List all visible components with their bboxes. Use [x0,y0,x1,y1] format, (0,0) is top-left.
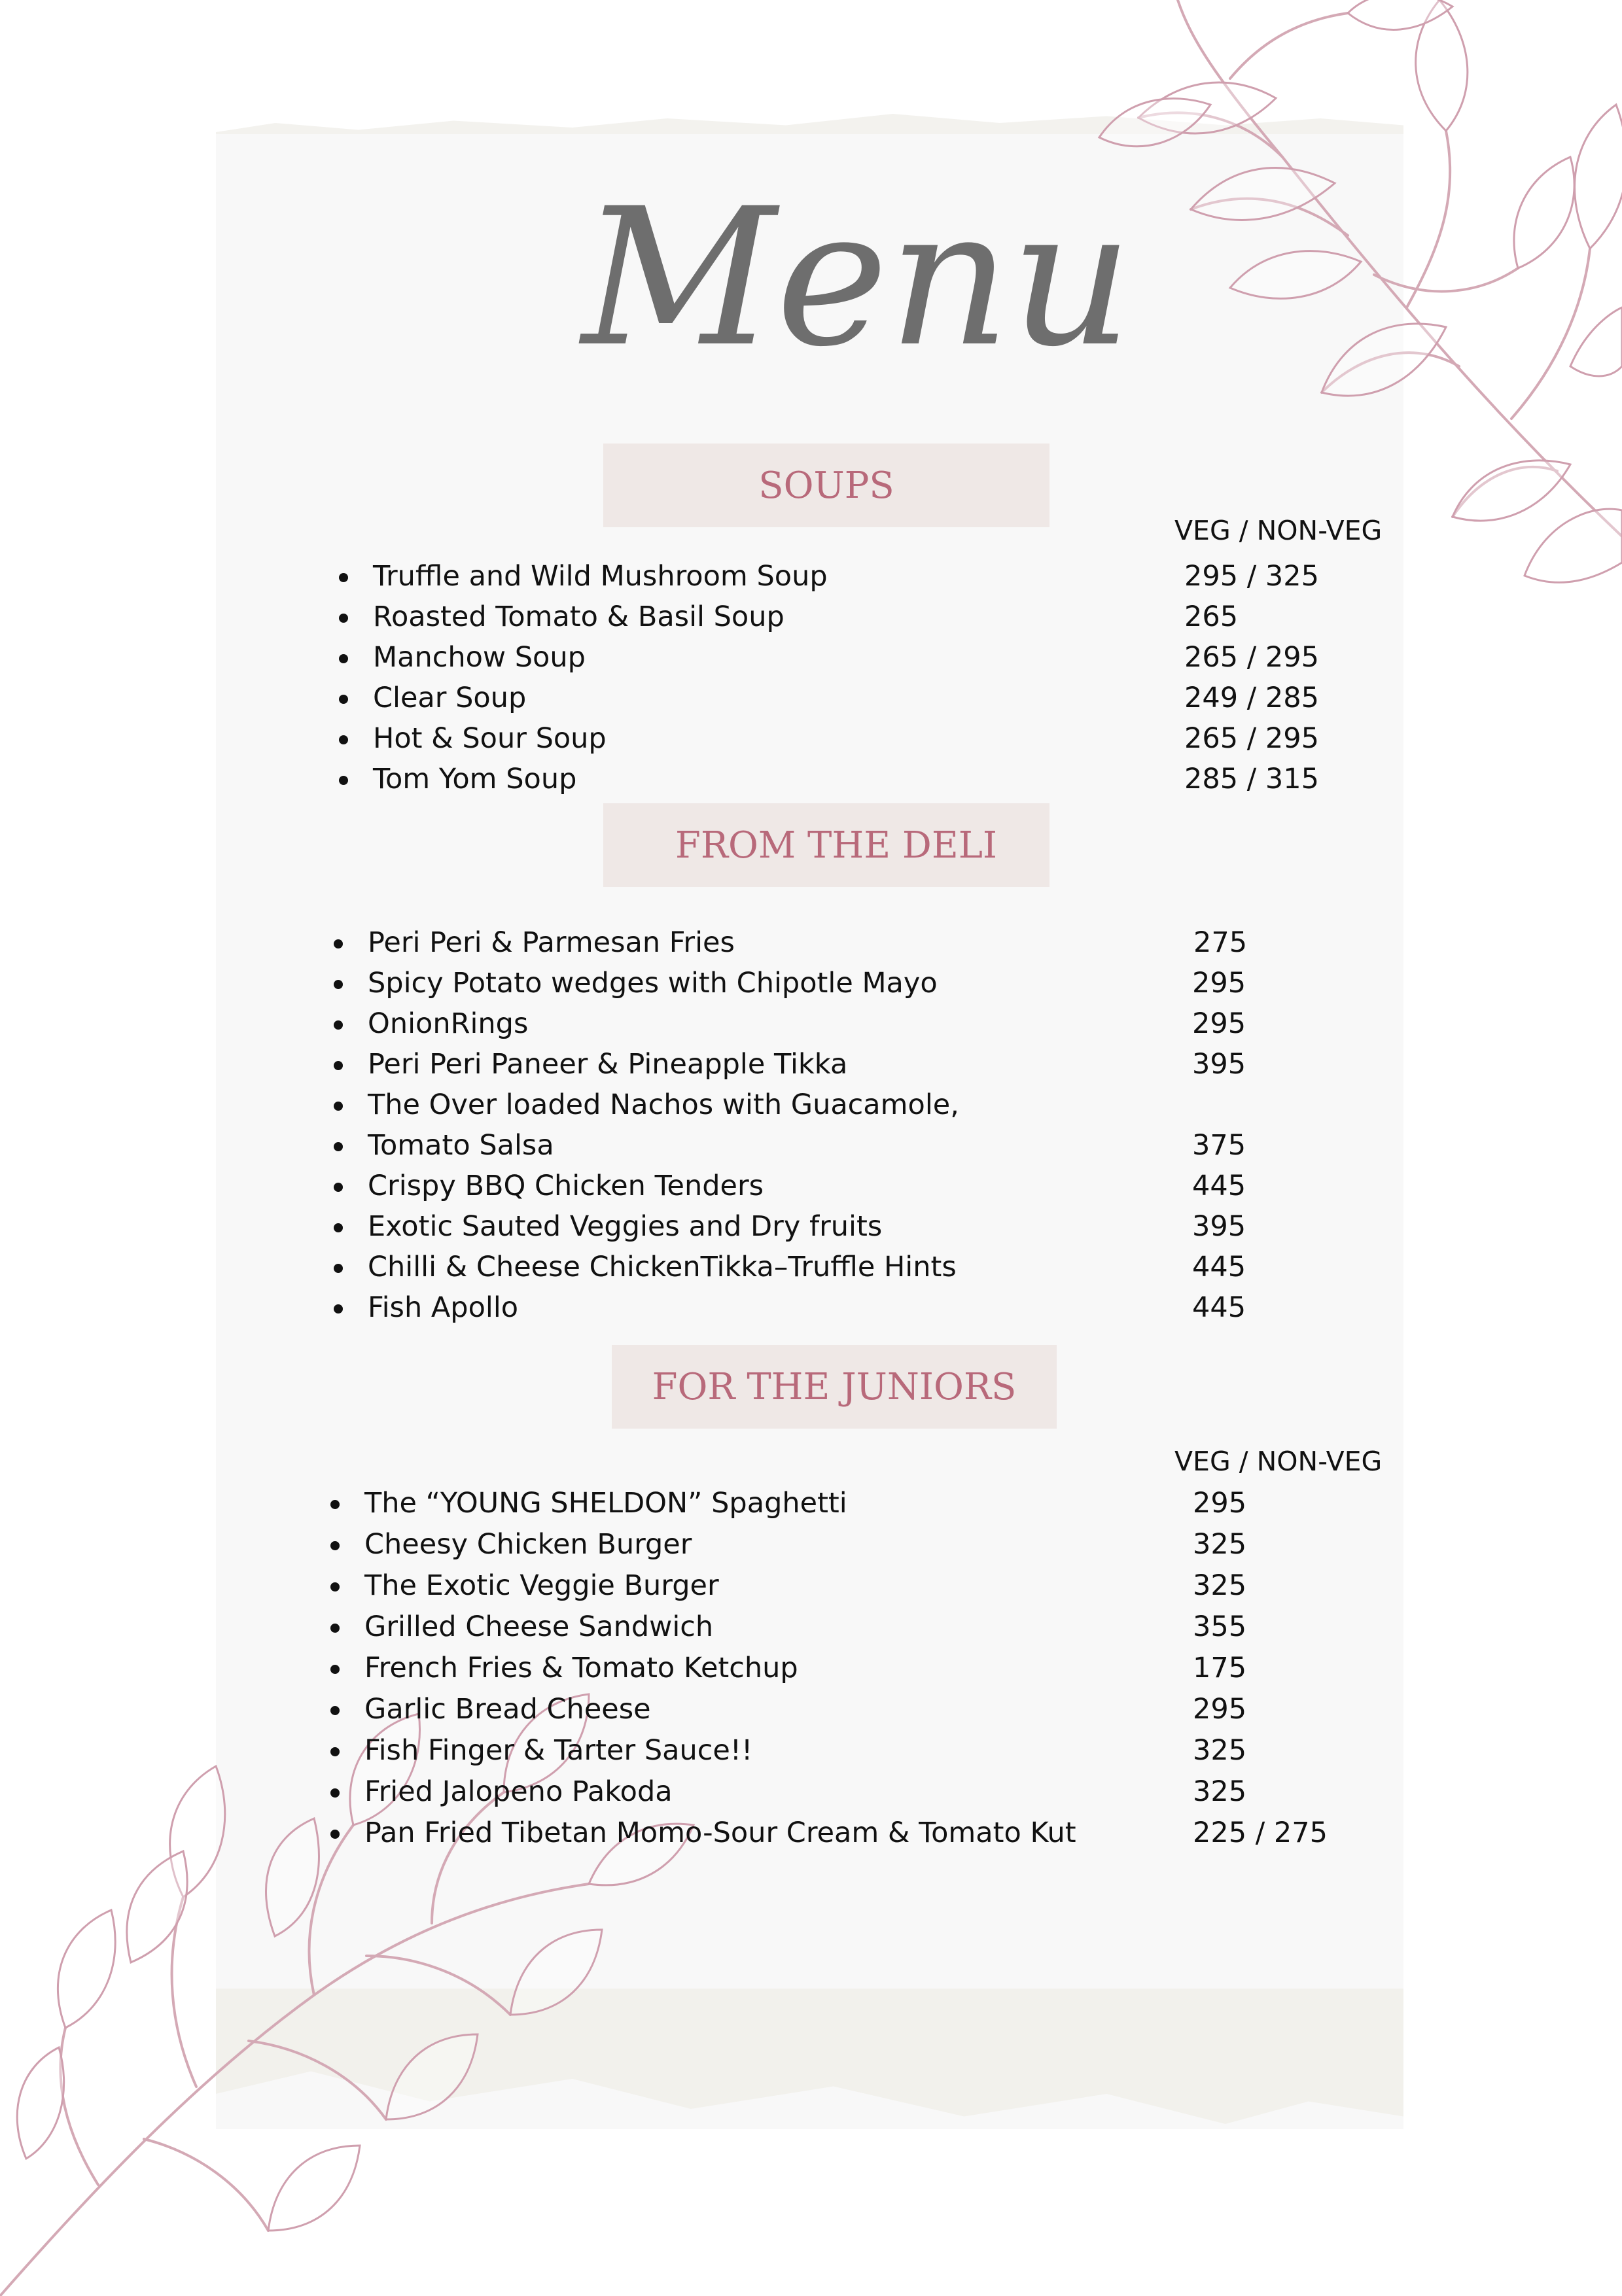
bullet-icon [330,1500,340,1509]
list-item: Garlic Bread Cheese 295 [330,1689,1377,1730]
bullet-icon [330,1582,340,1592]
list-item: Hot & Sour Soup 265 / 295 [339,718,1386,759]
list-item: Cheesy Chicken Burger 325 [330,1524,1377,1565]
menu-title [576,164,1138,373]
bullet-icon [334,1142,343,1151]
list-item: The Over loaded Nachos with Guacamole, [334,1085,1381,1125]
list-item: Peri Peri & Parmesan Fries 275 [334,922,1381,963]
list-item: French Fries & Tomato Ketchup 175 [330,1648,1377,1688]
list-item: Fish Apollo 445 [334,1287,1381,1328]
section-heading-juniors: FOR THE JUNIORS [612,1345,1057,1429]
list-item: Pan Fried Tibetan Momo-Sour Cream & Tomato Kut 225 / 275 [330,1813,1377,1853]
bullet-icon [334,1020,343,1030]
list-item: Manchow Soup 265 / 295 [339,637,1386,678]
bullet-icon [330,1747,340,1756]
list-item: Tom Yom Soup 285 / 315 [339,759,1386,799]
column-header-veg-nonveg: VEG / NON-VEG [1174,515,1383,546]
list-item: Exotic Sauted Veggies and Dry fruits 395 [334,1206,1381,1247]
bullet-icon [330,1706,340,1715]
bullet-icon [334,1183,343,1192]
bullet-icon [330,1624,340,1633]
bullet-icon [339,654,348,663]
list-item: Fried Jalopeno Pakoda 325 [330,1771,1377,1812]
column-header-veg-nonveg: VEG / NON-VEG [1174,1446,1383,1477]
list-item: OnionRings 295 [334,1003,1381,1044]
section-heading-soups: SOUPS [603,444,1049,527]
section-heading-deli: FROM THE DELI [603,803,1049,887]
bullet-icon [339,614,348,623]
list-item: Peri Peri Paneer & Pineapple Tikka 395 [334,1044,1381,1085]
bullet-icon [334,1264,343,1273]
bullet-icon [339,735,348,744]
bullet-icon [334,980,343,989]
svg-text:Menu: Menu [581,168,1133,373]
list-item: The “YOUNG SHELDON” Spaghetti 295 [330,1483,1377,1523]
bullet-icon [334,939,343,948]
list-item: Spicy Potato wedges with Chipotle Mayo 295 [334,963,1381,1003]
bullet-icon [330,1788,340,1798]
list-item: Tomato Salsa 375 [334,1125,1381,1166]
bullet-icon [339,695,348,704]
bullet-icon [339,776,348,785]
list-item: Crispy BBQ Chicken Tenders 445 [334,1166,1381,1206]
bullet-icon [330,1830,340,1839]
list-item: The Exotic Veggie Burger 325 [330,1565,1377,1606]
bullet-icon [334,1061,343,1070]
bullet-icon [330,1541,340,1550]
bullet-icon [334,1102,343,1111]
bullet-icon [339,573,348,582]
list-item: Chilli & Cheese ChickenTikka–Truffle Hints 445 [334,1247,1381,1287]
bullet-icon [334,1223,343,1232]
bullet-icon [330,1665,340,1674]
list-item: Truffle and Wild Mushroom Soup 295 / 325 [339,556,1386,597]
list-item: Grilled Cheese Sandwich 355 [330,1607,1377,1647]
list-item: Roasted Tomato & Basil Soup 265 [339,597,1386,637]
list-item: Clear Soup 249 / 285 [339,678,1386,718]
bullet-icon [334,1304,343,1313]
list-item: Fish Finger & Tarter Sauce!! 325 [330,1730,1377,1771]
